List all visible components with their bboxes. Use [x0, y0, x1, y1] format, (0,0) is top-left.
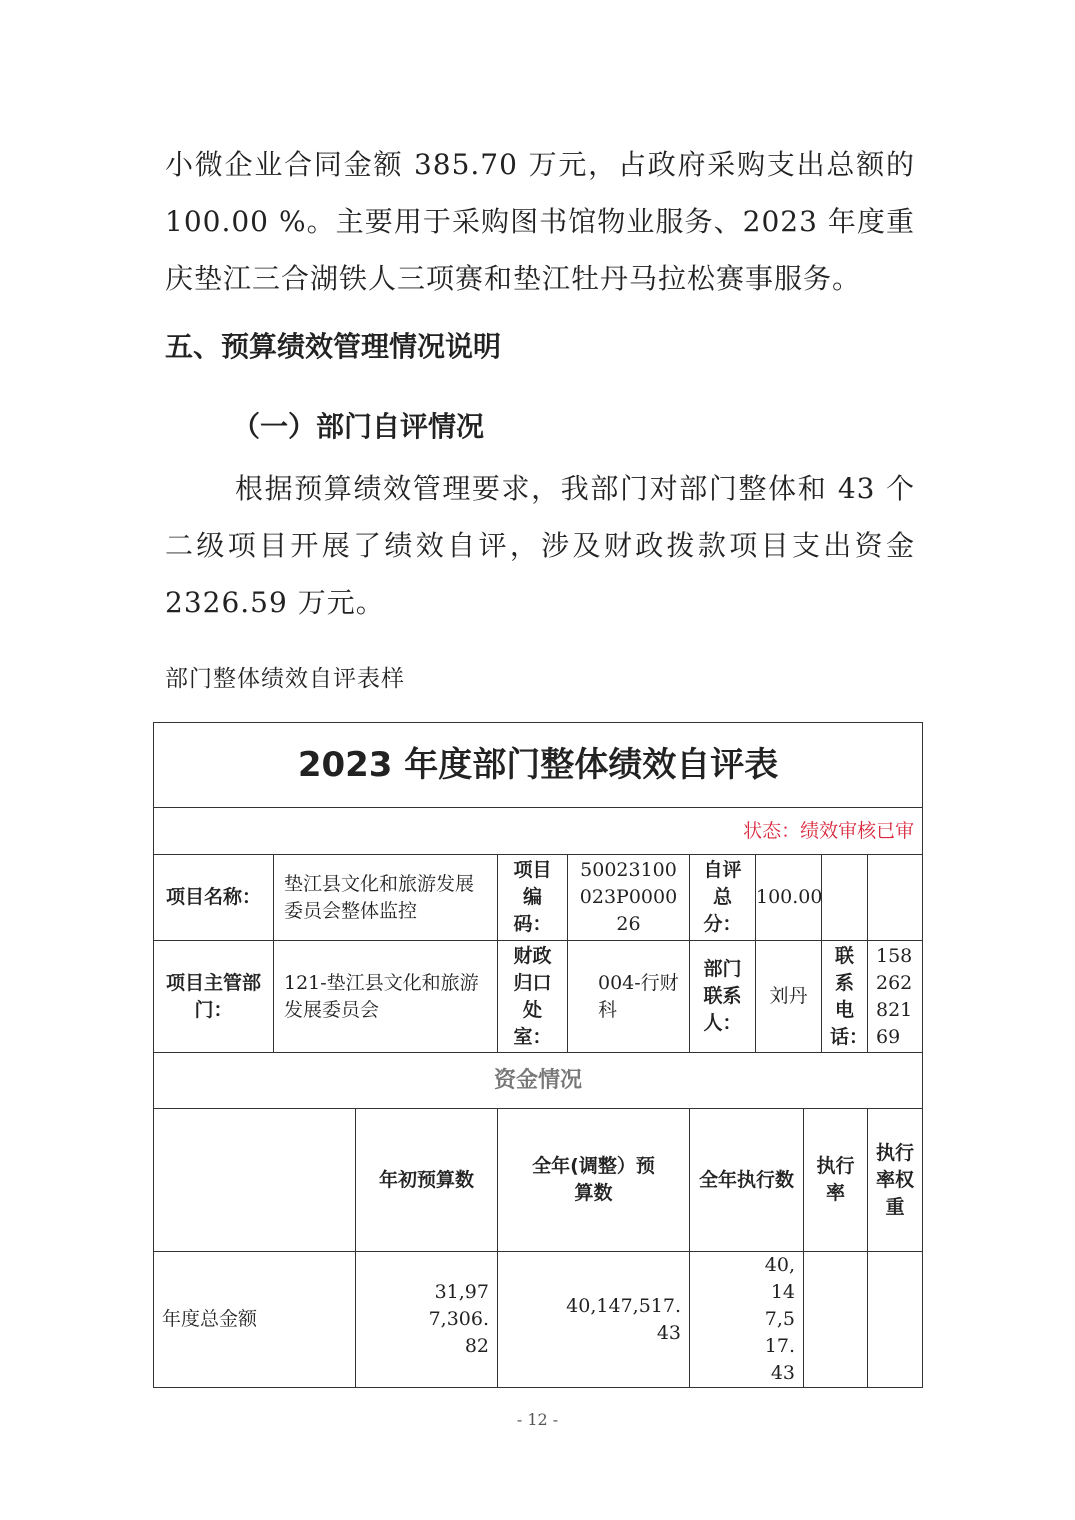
phone-label: 联系电话： — [822, 941, 868, 1053]
empty-cell — [822, 855, 868, 941]
project-code-value: 50023100023P000026 — [568, 855, 690, 941]
phone-value: 15826282169 — [868, 941, 923, 1053]
office-value: 004-行财科 — [568, 941, 690, 1053]
office-label: 财政归口处室： — [498, 941, 568, 1053]
empty-header-cell — [154, 1109, 356, 1252]
section-heading: 五、预算绩效管理情况说明 — [165, 330, 502, 363]
total-row-label: 年度总金额 — [154, 1252, 356, 1388]
project-name-value: 垫江县文化和旅游发展委员会整体监控 — [274, 855, 498, 941]
table-caption: 部门整体绩效自评表样 — [165, 666, 405, 692]
self-score-value: 100.00 — [756, 855, 822, 941]
header-rate-weight: 执行率权重 — [868, 1109, 923, 1252]
dept-value: 121-垫江县文化和旅游发展委员会 — [274, 941, 498, 1053]
self-score-label: 自评总分： — [690, 855, 756, 941]
contact-value: 刘丹 — [756, 941, 822, 1053]
dept-label: 项目主管部门： — [154, 941, 274, 1053]
funding-section-title: 资金情况 — [154, 1053, 923, 1109]
header-initial-budget: 年初预算数 — [356, 1109, 498, 1252]
paragraph-procurement: 小微企业合同金额 385.70 万元，占政府采购支出总额的 100.00 %。主要用于采购图书馆物业服务、2023 年度重庆垫江三合湖铁人三项赛和垫江牡丹马拉松赛事服务。 — [165, 148, 915, 295]
project-name-label: 项目名称： — [154, 855, 274, 941]
header-adjusted-budget: 全年(调整）预算数 — [498, 1109, 690, 1252]
empty-cell — [868, 855, 923, 941]
total-rate-value — [804, 1252, 868, 1388]
evaluation-table — [153, 722, 923, 1388]
total-executed-value: 40,147,517.43 — [690, 1252, 804, 1388]
contact-label: 部门联系人： — [690, 941, 756, 1053]
total-initial-value: 31,977,306.82 — [356, 1252, 498, 1388]
page-number: - 12 - — [516, 1410, 559, 1429]
subsection-heading: （一）部门自评情况 — [232, 410, 485, 443]
header-execution-rate: 执行率 — [804, 1109, 868, 1252]
status-badge: 状态：绩效审核已审 — [154, 808, 923, 855]
table-title: 2023 年度部门整体绩效自评表 — [154, 723, 923, 808]
total-adjusted-value: 40,147,517.43 — [498, 1252, 690, 1388]
total-weight-value — [868, 1252, 923, 1388]
project-code-label: 项目编码： — [498, 855, 568, 941]
paragraph-self-evaluation: 根据预算绩效管理要求，我部门对部门整体和 43 个二级项目开展了绩效自评，涉及财政拨款项目支出资金 2326.59 万元。 — [165, 472, 915, 619]
header-executed: 全年执行数 — [690, 1109, 804, 1252]
